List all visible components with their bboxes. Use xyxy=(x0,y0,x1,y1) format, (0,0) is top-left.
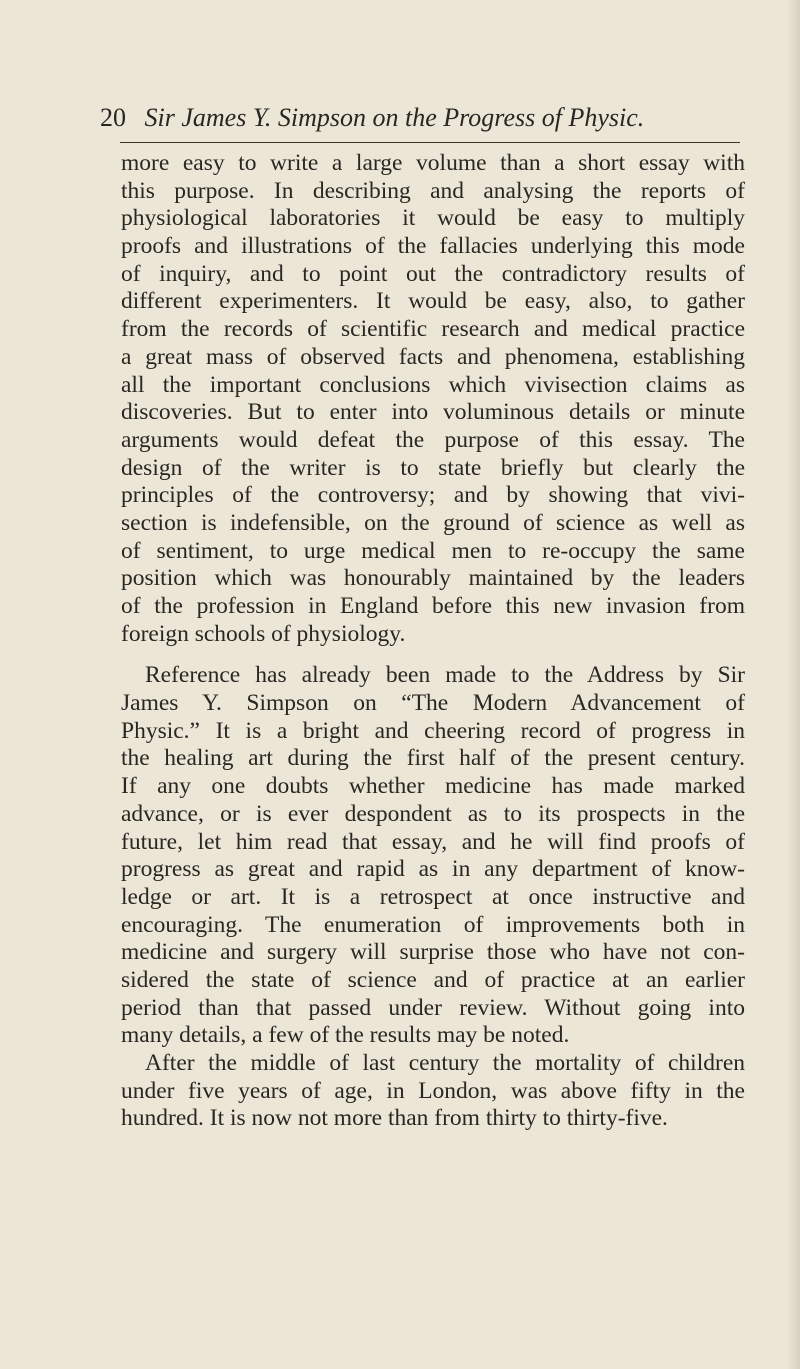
text-line: future, let him read that essay, and he will find proofs of xyxy=(121,828,745,855)
text-line: foreign schools of physiology. xyxy=(121,620,406,647)
text-line: ledge or art. It is a retrospect at once instructive and xyxy=(121,883,745,910)
text-line: James Y. Simpson on “The Modern Advancement of xyxy=(121,690,745,717)
text-line: proofs and illustrations of the fallacies underlying this mode xyxy=(121,233,745,260)
text-line: If any one doubts whether medicine has made marked xyxy=(121,773,745,800)
text-line: design of the writer is to state briefly but clearly the xyxy=(121,454,745,481)
paragraph-gap xyxy=(121,648,745,662)
text-line: Reference has already been made to the Address by Sir xyxy=(145,662,745,689)
text-line: sidered the state of science and of practice at an earlier xyxy=(121,966,745,993)
text-line: this purpose. In describing and analysing the reports of xyxy=(121,177,745,204)
page-edge-shadow xyxy=(786,0,800,1369)
running-title: Sir James Y. Simpson on the Progress of Physic. xyxy=(144,103,645,132)
paragraph-3 xyxy=(121,1050,745,1133)
text-line: encouraging. The enumeration of improvements both in xyxy=(121,911,745,938)
text-line: of sentiment, to urge medical men to re-occupy the same xyxy=(121,537,745,564)
text-line: medicine and surgery will surprise those who have not con- xyxy=(121,939,745,966)
text-line: under five years of age, in London, was above fifty in the xyxy=(121,1077,745,1104)
text-line: advance, or is ever despondent as to its prospects in the xyxy=(121,800,745,827)
text-line: different experimenters. It would be easy, also, to gather xyxy=(121,288,745,315)
text-line: progress as great and rapid as in any department of know- xyxy=(121,856,745,883)
text-line: period than that passed under review. Without going into xyxy=(121,994,745,1021)
text-line: of the profession in England before this new invasion from xyxy=(121,593,745,619)
text-line: position which was honourably maintained by the leaders xyxy=(121,565,745,592)
text-line: more easy to write a large volume than a short essay with xyxy=(121,150,745,176)
text-line: section is indefensible, on the ground of science as well as xyxy=(121,509,745,536)
text-line: many details, a few of the results may be noted. xyxy=(121,1022,570,1049)
text-line: from the records of scientific research and medical practice xyxy=(121,316,745,343)
body-text xyxy=(121,150,745,1133)
text-line: physiological laboratories it would be easy to multiply xyxy=(121,205,745,232)
text-line: hundred. It is now not more than from thirty to thirty-five. xyxy=(121,1105,668,1132)
text-line: Physic.” It is a bright and cheering record of progress in xyxy=(121,717,745,744)
paragraph-1 xyxy=(121,150,745,648)
text-line: After the middle of last century the mortality of children xyxy=(145,1050,745,1076)
text-line: of inquiry, and to point out the contradictory results of xyxy=(121,260,745,287)
text-line: all the important conclusions which vivisection claims as xyxy=(121,371,745,398)
header-rule xyxy=(120,142,740,143)
paragraph-2 xyxy=(121,662,745,1050)
text-line: discoveries. But to enter into voluminous details or minute xyxy=(121,399,745,426)
page-number: 20 xyxy=(100,103,126,132)
text-line: the healing art during the first half of the present century. xyxy=(121,745,745,772)
running-head xyxy=(100,98,740,138)
text-line: principles of the controversy; and by showing that vivi- xyxy=(121,482,745,509)
text-line: a great mass of observed facts and phenomena, establishing xyxy=(121,343,745,370)
text-line: arguments would defeat the purpose of this essay. The xyxy=(121,426,745,453)
